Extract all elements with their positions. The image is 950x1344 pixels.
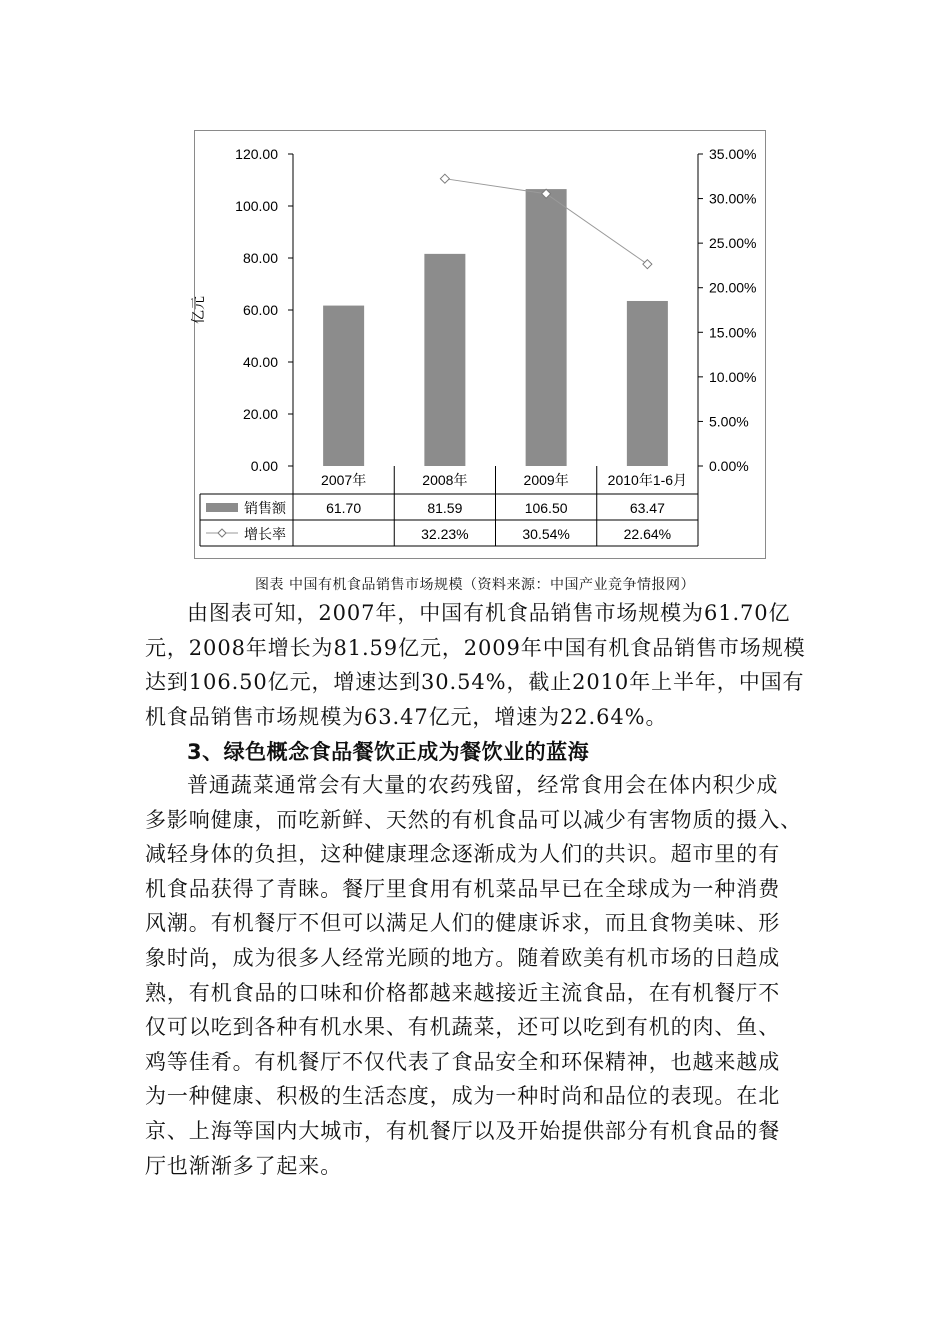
text-line: 普通蔬菜通常会有大量的农药残留，经常食用会在体内积少成 <box>187 773 779 797</box>
y2-tick-label: 10.00% <box>709 368 757 385</box>
bar <box>526 189 567 466</box>
text-line: 多影响健康，而吃新鲜、天然的有机食品可以减少有害物质的摄入、 <box>145 807 802 832</box>
y2-tick-label: 25.00% <box>709 235 757 252</box>
x-tick-label: 2010年1-6月 <box>607 472 688 488</box>
y2-tick-label: 15.00% <box>709 324 757 341</box>
y-tick-label: 20.00 <box>242 406 278 422</box>
data-label: 30.54% <box>522 526 570 542</box>
y-tick-label: 120.00 <box>235 146 278 162</box>
y-tick-label: 100.00 <box>235 198 278 214</box>
y2-tick-label: 30.00% <box>709 190 757 207</box>
data-label: 63.47 <box>629 500 665 516</box>
y2-tick-label: 35.00% <box>709 146 757 162</box>
text-line: 熟，有机食品的口味和价格都越来越接近主流食品，在有机餐厅不 <box>145 980 781 1005</box>
sales-chart <box>190 130 766 559</box>
data-label: 106.50 <box>524 500 568 516</box>
bar <box>424 254 465 466</box>
y-tick-label: 60.00 <box>242 302 278 318</box>
y-axis-label: 亿元 <box>190 296 206 324</box>
data-label: 32.23% <box>421 526 469 542</box>
text-line: 机食品销售市场规模为63.47亿元，增速为22.64%。 <box>145 704 668 729</box>
text-line: 机食品获得了青睐。餐厅里食用有机菜品早已在全球成为一种消费 <box>145 876 781 901</box>
text-line: 象时尚，成为很多人经常光顾的地方。随着欧美有机市场的日趋成 <box>145 945 781 970</box>
x-tick-label: 2007年 <box>321 472 367 488</box>
data-label: 81.59 <box>427 500 463 516</box>
y-tick-label: 0.00 <box>250 458 278 474</box>
y-tick-label: 40.00 <box>242 354 278 370</box>
chart-caption: 图表 中国有机食品销售市场规模（资料来源：中国产业竞争情报网） <box>255 577 695 593</box>
y2-tick-label: 5.00% <box>709 413 749 430</box>
legend-key-marker <box>218 529 226 537</box>
text-line: 由图表可知，2007年，中国有机食品销售市场规模为61.70亿 <box>187 601 791 625</box>
text-line: 达到106.50亿元，增速达到30.54%，截止2010年上半年，中国有 <box>145 670 805 695</box>
y-tick-label: 80.00 <box>242 250 278 266</box>
data-label: 22.64% <box>623 526 672 542</box>
data-label: 61.70 <box>326 500 362 516</box>
growth-point <box>440 174 449 183</box>
paragraph-summary <box>145 596 815 734</box>
text-line: 风潮。有机餐厅不但可以满足人们的健康诉求，而且食物美味、形 <box>145 911 781 936</box>
bar <box>627 301 668 466</box>
x-tick-label: 2009年 <box>523 472 569 488</box>
legend-key-bar <box>206 503 238 512</box>
y2-tick-label: 0.00% <box>709 458 749 474</box>
paragraph-body <box>145 768 815 1183</box>
x-tick-label: 2008年 <box>422 472 468 488</box>
text-line: 鸡等佳肴。有机餐厅不仅代表了食品安全和环保精神，也越来越成 <box>145 1049 781 1074</box>
bar <box>323 306 364 466</box>
section-heading: 3、绿色概念食品餐饮正成为餐饮业的蓝海 <box>187 740 590 764</box>
y2-tick-label: 20.00% <box>709 279 757 296</box>
text-line: 元，2008年增长为81.59亿元，2009年中国有机食品销售市场规模 <box>145 635 806 660</box>
legend-label: 增长率 <box>244 526 286 542</box>
legend-label: 销售额 <box>244 500 286 516</box>
text-line: 厅也渐渐多了起来。 <box>145 1153 343 1178</box>
text-line: 仅可以吃到各种有机水果、有机蔬菜，还可以吃到有机的肉、鱼、 <box>145 1015 781 1040</box>
text-line: 减轻身体的负担，这种健康理念逐渐成为人们的共识。超市里的有 <box>145 842 781 867</box>
growth-point <box>643 260 652 269</box>
text-line: 京、上海等国内大城市，有机餐厅以及开始提供部分有机食品的餐 <box>145 1118 781 1143</box>
text-line: 为一种健康、积极的生活态度，成为一种时尚和品位的表现。在北 <box>145 1084 781 1109</box>
